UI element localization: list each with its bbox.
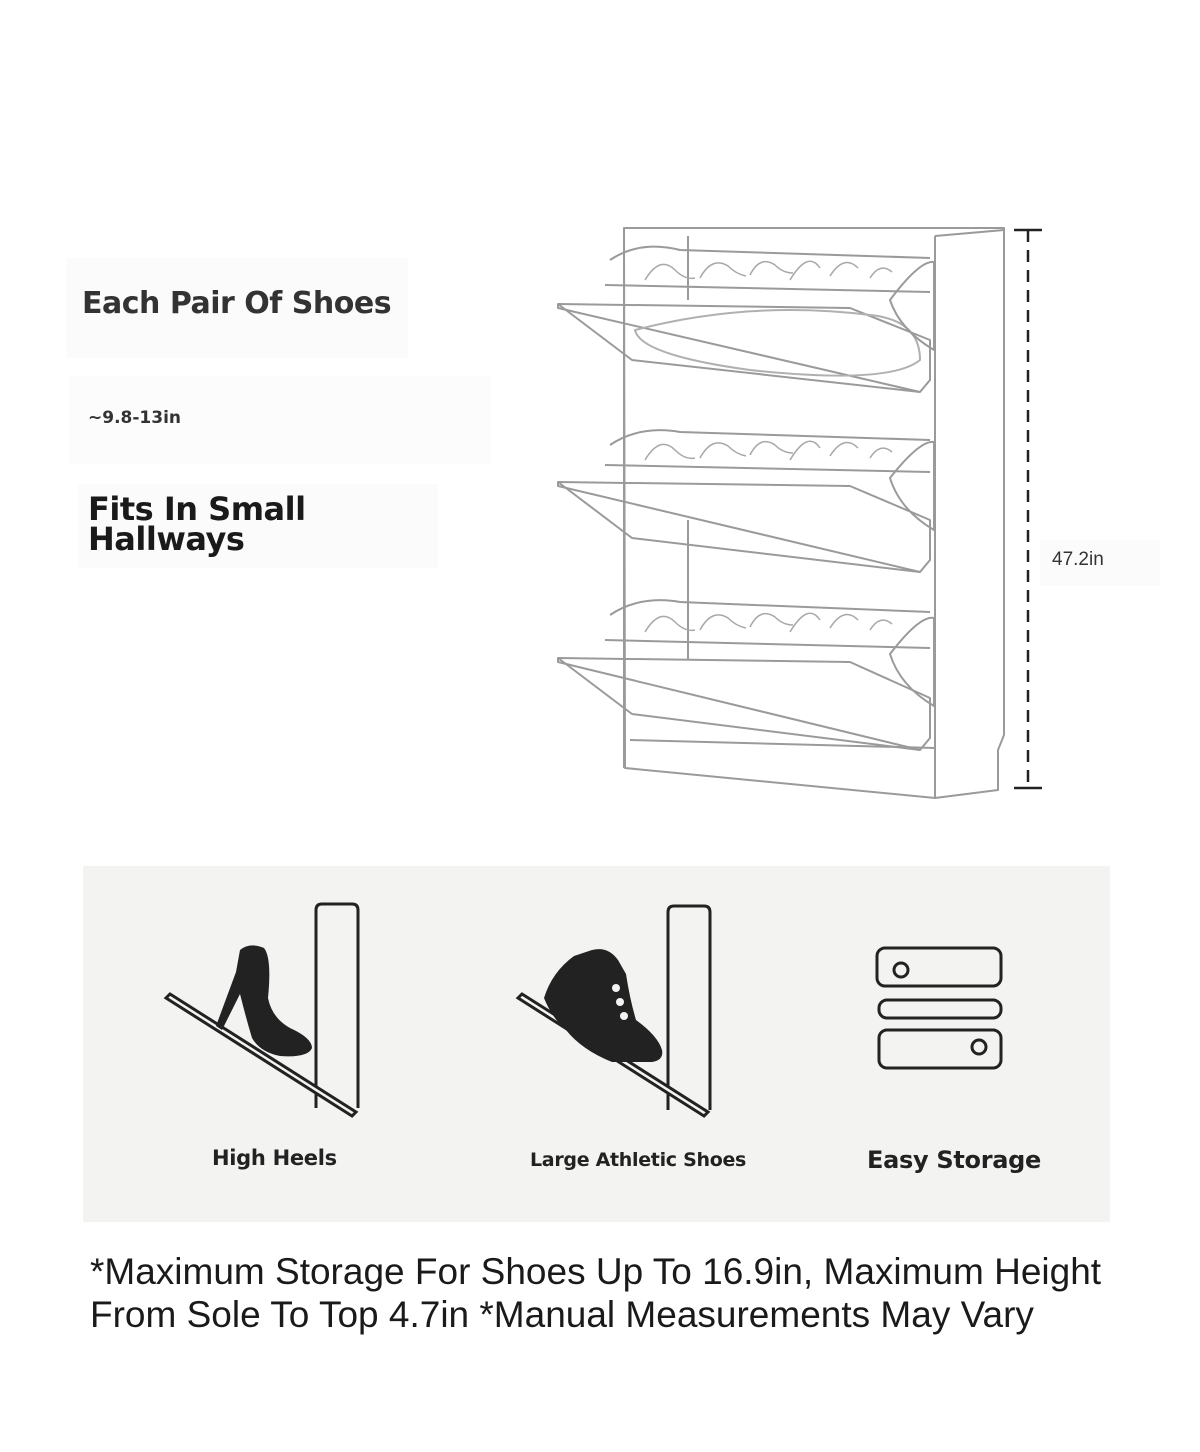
- shoe-length-box: [70, 376, 490, 464]
- high-heel-icon: [160, 898, 370, 1123]
- fits-title: Fits In Small Hallways: [88, 490, 306, 558]
- feature-label-athletic-shoes: Large Athletic Shoes: [530, 1149, 747, 1171]
- shoe-cabinet-illustration: [550, 220, 1010, 810]
- height-value: 47.2in: [1052, 549, 1104, 570]
- shoe-pair-label-box: [66, 258, 408, 358]
- shoe-pair-title: Each Pair Of Shoes: [82, 286, 392, 321]
- fits-label-box: [78, 484, 438, 568]
- feature-label-easy-storage: Easy Storage: [867, 1146, 1042, 1174]
- measurement-note: *Maximum Storage For Shoes Up To 16.9in, Maximum Height From Sole To Top 4.7in *Manual Measurements May Vary: [90, 1251, 1102, 1335]
- shoe-length-value: ~9.8-13in: [88, 408, 182, 428]
- feature-label-high-heels: High Heels: [212, 1146, 337, 1170]
- storage-drawers-icon: [870, 942, 1010, 1074]
- boot-icon: [512, 900, 722, 1125]
- height-dimension-line: [1010, 224, 1050, 794]
- height-label-box: [1040, 540, 1160, 586]
